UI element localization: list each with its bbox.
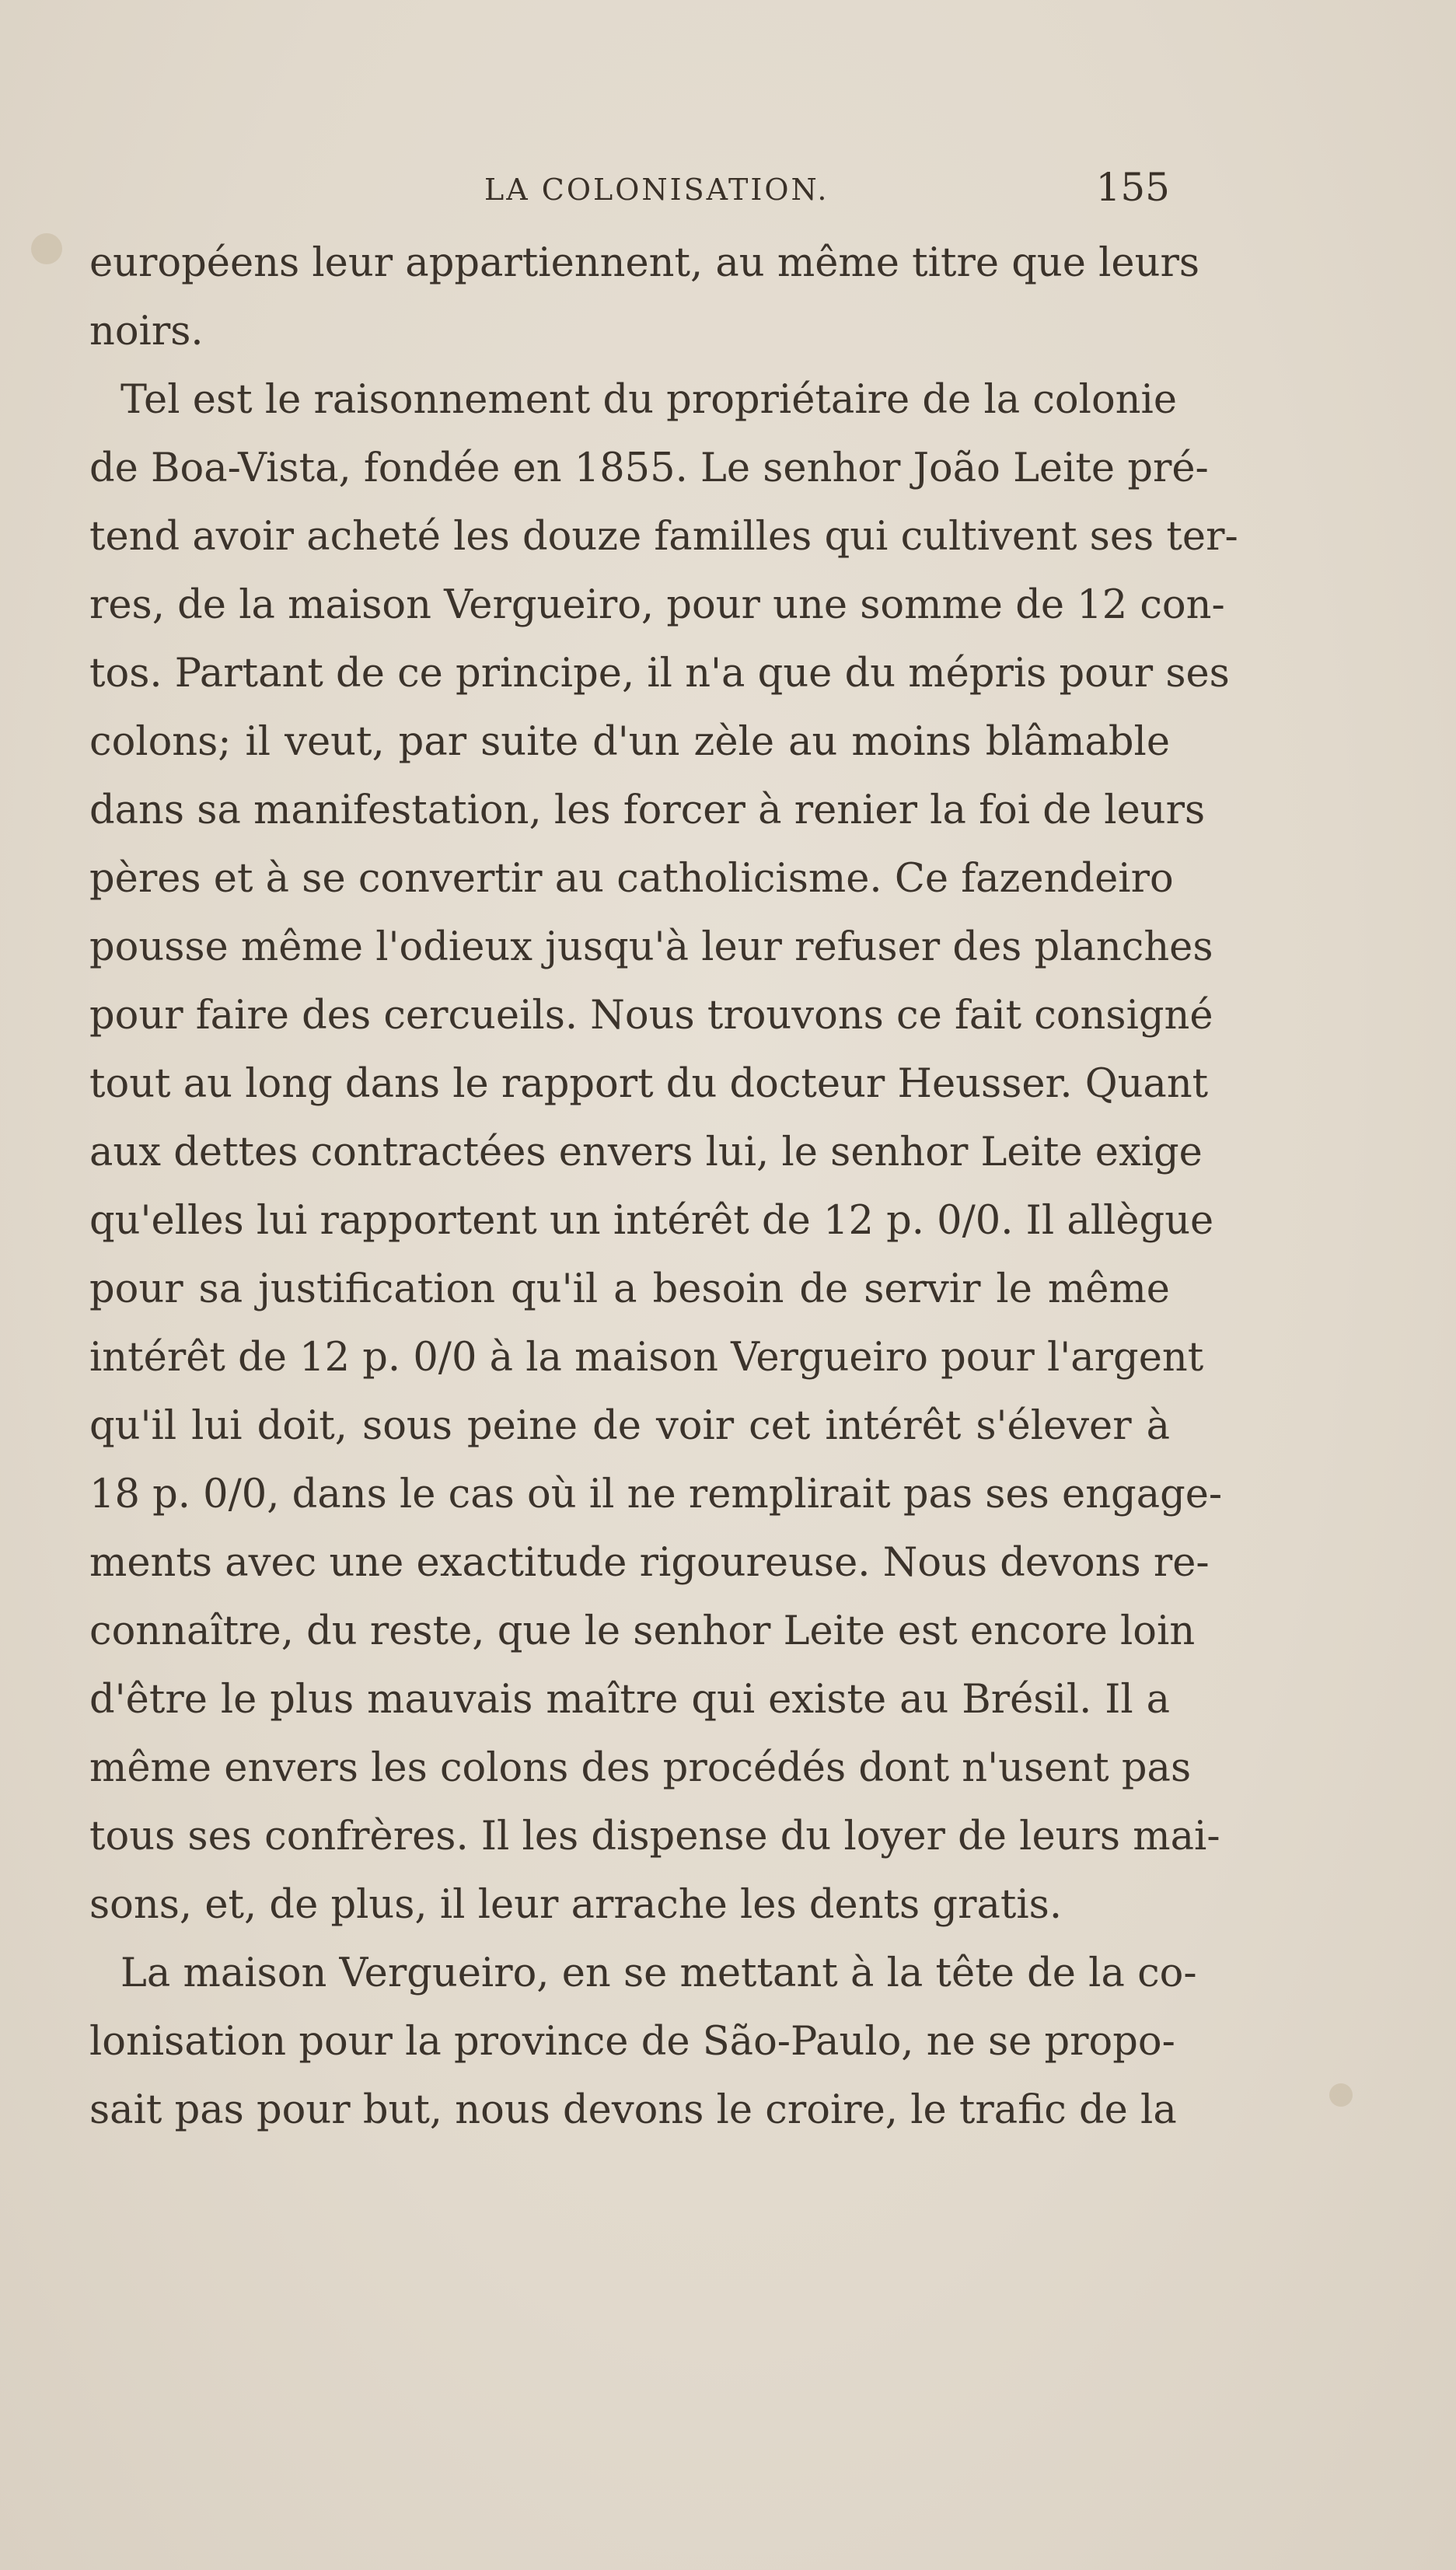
paper-stain: [31, 233, 62, 264]
running-head: LA COLONISATION.: [484, 173, 829, 207]
text-line: d'être le plus mauvais maître qui existe au Brésil. Il a: [89, 1677, 1170, 1723]
text-line: tout au long dans le rapport du docteur Heusser. Quant: [89, 1061, 1209, 1107]
text-line: sons, et, de plus, il leur arrache les dents gratis.: [89, 1882, 1063, 1928]
text-line: tos. Partant de ce principe, il n'a que du mépris pour ses: [89, 651, 1230, 697]
text-line: 18 p. 0/0, dans le cas où il ne remplirait pas ses engage-: [89, 1472, 1223, 1517]
text-line: res, de la maison Vergueiro, pour une somme de 12 con-: [89, 582, 1225, 628]
page-header: [89, 165, 1170, 211]
text-line: aux dettes contractées envers lui, le senhor Leite exige: [89, 1130, 1203, 1175]
paper-stain: [1329, 2083, 1353, 2107]
text-line: même envers les colons des procédés dont n'usent pas: [89, 1745, 1192, 1791]
text-line: pour faire des cercueils. Nous trouvons ce fait consigné: [89, 993, 1213, 1039]
page-number: 155: [1095, 165, 1170, 210]
text-line: sait pas pour but, nous devons le croire, le trafic de la: [89, 2087, 1177, 2133]
text-line: dans sa manifestation, les forcer à renier la foi de leurs: [89, 787, 1206, 833]
text-line: pères et à se convertir au catholicisme. Ce fazendeiro: [89, 856, 1174, 902]
text-line: pour sa justification qu'il a besoin de servir le même: [89, 1266, 1170, 1312]
text-line: tend avoir acheté les douze familles qui cultivent ses ter-: [89, 514, 1238, 560]
text-line: qu'il lui doit, sous peine de voir cet intérêt s'élever à: [89, 1403, 1170, 1449]
text-line: colons; il veut, par suite d'un zèle au moins blâmable: [89, 719, 1170, 765]
text-line: Tel est le raisonnement du propriétaire de la colonie: [120, 377, 1177, 423]
text-line: pousse même l'odieux jusqu'à leur refuser des planches: [89, 924, 1213, 970]
text-line: intérêt de 12 p. 0/0 à la maison Vergueiro pour l'argent: [89, 1335, 1204, 1381]
body-text: [89, 229, 1238, 2145]
text-line: de Boa-Vista, fondée en 1855. Le senhor João Leite pré-: [89, 445, 1209, 491]
text-line: La maison Vergueiro, en se mettant à la tête de la co-: [120, 1950, 1197, 1996]
text-line: ments avec une exactitude rigoureuse. Nous devons re-: [89, 1540, 1210, 1586]
text-line: européens leur appartiennent, au même titre que leurs: [89, 240, 1199, 286]
text-line: lonisation pour la province de São-Paulo, ne se propo-: [89, 2019, 1175, 2065]
text-line: noirs.: [89, 309, 204, 354]
text-line: qu'elles lui rapportent un intérêt de 12 p. 0/0. Il allègue: [89, 1198, 1214, 1244]
text-line: connaître, du reste, que le senhor Leite est encore loin: [89, 1608, 1196, 1654]
text-line: tous ses confrères. Il les dispense du loyer de leurs mai-: [89, 1814, 1220, 1859]
